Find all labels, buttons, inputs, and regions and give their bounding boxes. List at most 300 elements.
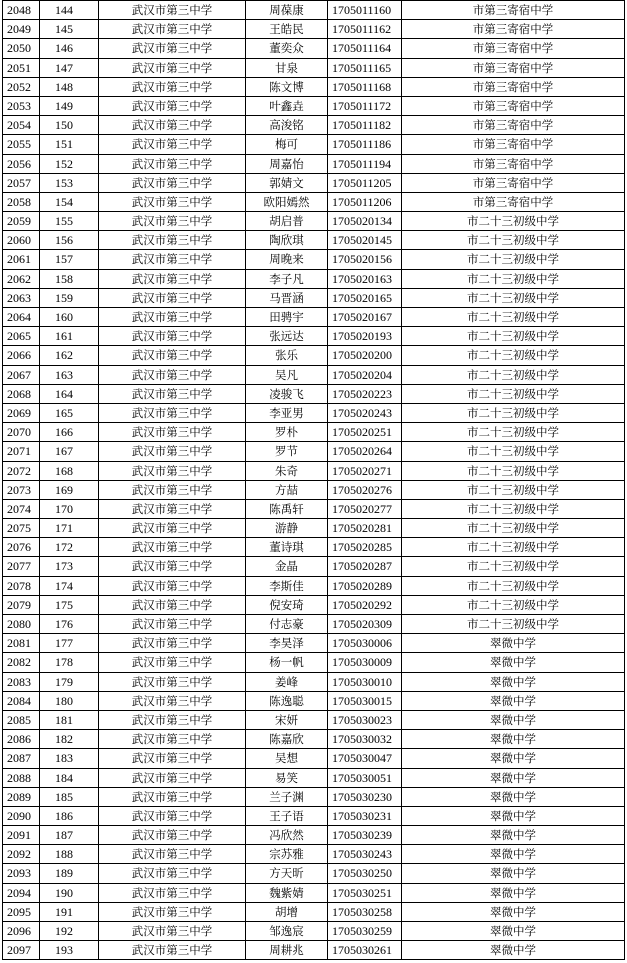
student-name-cell: 魏紫婧 [246,884,328,902]
serial-number-cell: 161 [40,327,99,345]
serial-number-cell: 145 [40,20,99,38]
student-name-cell: 易笑 [246,769,328,787]
student-name-cell: 朱奇 [246,462,328,480]
destination-school-cell: 翠微中学 [402,884,625,902]
destination-school-cell: 市第三寄宿中学 [402,97,625,115]
school-cell: 武汉市第三中学 [99,538,246,556]
student-id-cell: 1705020167 [328,308,402,326]
serial-number-cell: 168 [40,462,99,480]
table-row [3,250,625,269]
serial-number-cell: 163 [40,366,99,384]
student-id-cell: 1705030261 [328,941,402,959]
student-name-cell: 田骋宇 [246,308,328,326]
serial-number-cell: 152 [40,155,99,173]
school-cell: 武汉市第三中学 [99,711,246,729]
student-name-cell: 甘泉 [246,59,328,77]
row-index-cell: 2084 [3,692,40,710]
destination-school-cell: 翠微中学 [402,730,625,748]
destination-school-cell: 市第三寄宿中学 [402,20,625,38]
student-name-cell: 金晶 [246,557,328,575]
student-name-cell: 倪安琦 [246,596,328,614]
table-row [3,864,625,883]
destination-school-cell: 翠微中学 [402,864,625,882]
school-cell: 武汉市第三中学 [99,519,246,537]
serial-number-cell: 169 [40,481,99,499]
student-id-cell: 1705030051 [328,769,402,787]
row-index-cell: 2092 [3,845,40,863]
destination-school-cell: 市第三寄宿中学 [402,39,625,57]
school-cell: 武汉市第三中学 [99,941,246,959]
student-name-cell: 姜峰 [246,673,328,691]
table-row [3,634,625,653]
student-name-cell: 李子凡 [246,270,328,288]
school-cell: 武汉市第三中学 [99,749,246,767]
row-index-cell: 2052 [3,78,40,96]
student-id-cell: 1705030047 [328,749,402,767]
destination-school-cell: 翠微中学 [402,692,625,710]
destination-school-cell: 市二十三初级中学 [402,519,625,537]
student-name-cell: 方天昕 [246,864,328,882]
destination-school-cell: 市二十三初级中学 [402,346,625,364]
student-name-cell: 周晚来 [246,250,328,268]
school-cell: 武汉市第三中学 [99,864,246,882]
table-row [3,557,625,576]
student-id-cell: 1705030006 [328,634,402,652]
serial-number-cell: 149 [40,97,99,115]
school-cell: 武汉市第三中学 [99,884,246,902]
row-index-cell: 2077 [3,557,40,575]
destination-school-cell: 市二十三初级中学 [402,327,625,345]
row-index-cell: 2085 [3,711,40,729]
student-name-cell: 胡启普 [246,212,328,230]
serial-number-cell: 186 [40,807,99,825]
student-name-cell: 方喆 [246,481,328,499]
student-id-cell: 1705030009 [328,653,402,671]
table-row [3,826,625,845]
destination-school-cell: 市二十三初级中学 [402,423,625,441]
row-index-cell: 2074 [3,500,40,518]
student-id-cell: 1705011160 [328,1,402,19]
school-cell: 武汉市第三中学 [99,462,246,480]
school-cell: 武汉市第三中学 [99,366,246,384]
student-name-cell: 郭婧文 [246,174,328,192]
destination-school-cell: 翠微中学 [402,653,625,671]
row-index-cell: 2057 [3,174,40,192]
school-cell: 武汉市第三中学 [99,346,246,364]
row-index-cell: 2055 [3,135,40,153]
student-name-cell: 邹逸宸 [246,922,328,940]
table-row [3,462,625,481]
destination-school-cell: 翠微中学 [402,711,625,729]
student-id-cell: 1705011186 [328,135,402,153]
destination-school-cell: 市二十三初级中学 [402,270,625,288]
row-index-cell: 2082 [3,653,40,671]
table-row [3,366,625,385]
row-index-cell: 2086 [3,730,40,748]
student-name-cell: 董奕众 [246,39,328,57]
table-row [3,59,625,78]
row-index-cell: 2062 [3,270,40,288]
row-index-cell: 2053 [3,97,40,115]
table-row [3,193,625,212]
destination-school-cell: 市二十三初级中学 [402,231,625,249]
school-cell: 武汉市第三中学 [99,557,246,575]
serial-number-cell: 156 [40,231,99,249]
destination-school-cell: 市二十三初级中学 [402,500,625,518]
table-row [3,730,625,749]
student-id-cell: 1705011172 [328,97,402,115]
school-cell: 武汉市第三中学 [99,174,246,192]
student-id-cell: 1705020223 [328,385,402,403]
school-cell: 武汉市第三中学 [99,596,246,614]
destination-school-cell: 市二十三初级中学 [402,289,625,307]
student-id-cell: 1705030230 [328,788,402,806]
row-index-cell: 2097 [3,941,40,959]
row-index-cell: 2089 [3,788,40,806]
student-id-cell: 1705020204 [328,366,402,384]
destination-school-cell: 翠微中学 [402,749,625,767]
student-name-cell: 陈逸聪 [246,692,328,710]
serial-number-cell: 187 [40,826,99,844]
student-id-cell: 1705020276 [328,481,402,499]
table-row [3,231,625,250]
school-cell: 武汉市第三中学 [99,653,246,671]
student-name-cell: 罗朴 [246,423,328,441]
table-row [3,270,625,289]
serial-number-cell: 174 [40,577,99,595]
school-cell: 武汉市第三中学 [99,327,246,345]
serial-number-cell: 181 [40,711,99,729]
row-index-cell: 2096 [3,922,40,940]
student-name-cell: 王皓民 [246,20,328,38]
student-name-cell: 梅可 [246,135,328,153]
student-id-cell: 1705020287 [328,557,402,575]
serial-number-cell: 177 [40,634,99,652]
serial-number-cell: 188 [40,845,99,863]
student-id-cell: 1705011182 [328,116,402,134]
row-index-cell: 2051 [3,59,40,77]
school-cell: 武汉市第三中学 [99,788,246,806]
row-index-cell: 2071 [3,442,40,460]
serial-number-cell: 184 [40,769,99,787]
table-row [3,97,625,116]
serial-number-cell: 164 [40,385,99,403]
row-index-cell: 2063 [3,289,40,307]
student-name-cell: 宋妍 [246,711,328,729]
row-index-cell: 2095 [3,903,40,921]
table-row [3,442,625,461]
destination-school-cell: 市二十三初级中学 [402,596,625,614]
serial-number-cell: 176 [40,615,99,633]
student-name-cell: 周葆康 [246,1,328,19]
student-id-cell: 1705020264 [328,442,402,460]
serial-number-cell: 162 [40,346,99,364]
row-index-cell: 2058 [3,193,40,211]
destination-school-cell: 翠微中学 [402,826,625,844]
student-id-cell: 1705030259 [328,922,402,940]
student-id-cell: 1705020134 [328,212,402,230]
school-cell: 武汉市第三中学 [99,1,246,19]
destination-school-cell: 翠微中学 [402,903,625,921]
serial-number-cell: 171 [40,519,99,537]
student-name-cell: 付志豪 [246,615,328,633]
destination-school-cell: 市二十三初级中学 [402,250,625,268]
destination-school-cell: 市第三寄宿中学 [402,174,625,192]
row-index-cell: 2093 [3,864,40,882]
row-index-cell: 2050 [3,39,40,57]
destination-school-cell: 市第三寄宿中学 [402,1,625,19]
school-cell: 武汉市第三中学 [99,97,246,115]
student-name-cell: 陈禹轩 [246,500,328,518]
destination-school-cell: 翠微中学 [402,673,625,691]
row-index-cell: 2075 [3,519,40,537]
student-name-cell: 周嘉怡 [246,155,328,173]
destination-school-cell: 市第三寄宿中学 [402,135,625,153]
table-row [3,749,625,768]
row-index-cell: 2078 [3,577,40,595]
destination-school-cell: 市二十三初级中学 [402,404,625,422]
school-cell: 武汉市第三中学 [99,39,246,57]
student-id-cell: 1705030015 [328,692,402,710]
row-index-cell: 2094 [3,884,40,902]
row-index-cell: 2059 [3,212,40,230]
student-name-cell: 冯欣然 [246,826,328,844]
serial-number-cell: 172 [40,538,99,556]
student-id-cell: 1705011162 [328,20,402,38]
admission-table [2,0,625,960]
school-cell: 武汉市第三中学 [99,193,246,211]
school-cell: 武汉市第三中学 [99,135,246,153]
student-id-cell: 1705020163 [328,270,402,288]
row-index-cell: 2064 [3,308,40,326]
table-row [3,577,625,596]
serial-number-cell: 158 [40,270,99,288]
student-name-cell: 陈嘉欣 [246,730,328,748]
student-id-cell: 1705030032 [328,730,402,748]
row-index-cell: 2072 [3,462,40,480]
student-id-cell: 1705030250 [328,864,402,882]
serial-number-cell: 178 [40,653,99,671]
school-cell: 武汉市第三中学 [99,59,246,77]
student-id-cell: 1705020285 [328,538,402,556]
serial-number-cell: 191 [40,903,99,921]
table-row [3,769,625,788]
serial-number-cell: 159 [40,289,99,307]
serial-number-cell: 150 [40,116,99,134]
school-cell: 武汉市第三中学 [99,845,246,863]
table-row [3,20,625,39]
serial-number-cell: 190 [40,884,99,902]
table-row [3,673,625,692]
destination-school-cell: 市二十三初级中学 [402,366,625,384]
student-name-cell: 欧阳嫣然 [246,193,328,211]
destination-school-cell: 市二十三初级中学 [402,538,625,556]
row-index-cell: 2090 [3,807,40,825]
destination-school-cell: 市二十三初级中学 [402,481,625,499]
table-row [3,78,625,97]
table-row [3,423,625,442]
serial-number-cell: 151 [40,135,99,153]
student-name-cell: 董诗琪 [246,538,328,556]
student-id-cell: 1705020243 [328,404,402,422]
row-index-cell: 2091 [3,826,40,844]
table-row [3,289,625,308]
serial-number-cell: 160 [40,308,99,326]
serial-number-cell: 154 [40,193,99,211]
serial-number-cell: 175 [40,596,99,614]
student-id-cell: 1705020156 [328,250,402,268]
destination-school-cell: 翠微中学 [402,922,625,940]
school-cell: 武汉市第三中学 [99,673,246,691]
destination-school-cell: 市二十三初级中学 [402,212,625,230]
serial-number-cell: 182 [40,730,99,748]
school-cell: 武汉市第三中学 [99,212,246,230]
student-id-cell: 1705011164 [328,39,402,57]
student-id-cell: 1705020309 [328,615,402,633]
student-name-cell: 陶欣琪 [246,231,328,249]
school-cell: 武汉市第三中学 [99,270,246,288]
student-name-cell: 张远达 [246,327,328,345]
destination-school-cell: 市二十三初级中学 [402,442,625,460]
row-index-cell: 2070 [3,423,40,441]
school-cell: 武汉市第三中学 [99,500,246,518]
school-cell: 武汉市第三中学 [99,116,246,134]
table-row [3,807,625,826]
student-name-cell: 李亚男 [246,404,328,422]
table-row [3,212,625,231]
student-name-cell: 吴凡 [246,366,328,384]
school-cell: 武汉市第三中学 [99,922,246,940]
table-row [3,519,625,538]
table-row [3,845,625,864]
row-index-cell: 2065 [3,327,40,345]
table-row [3,692,625,711]
student-id-cell: 1705030231 [328,807,402,825]
table-row [3,116,625,135]
school-cell: 武汉市第三中学 [99,577,246,595]
serial-number-cell: 153 [40,174,99,192]
serial-number-cell: 166 [40,423,99,441]
table-row [3,308,625,327]
table-row [3,385,625,404]
serial-number-cell: 147 [40,59,99,77]
school-cell: 武汉市第三中学 [99,692,246,710]
school-cell: 武汉市第三中学 [99,423,246,441]
student-name-cell: 李斯佳 [246,577,328,595]
destination-school-cell: 市二十三初级中学 [402,308,625,326]
student-id-cell: 1705020251 [328,423,402,441]
table-row [3,404,625,423]
student-id-cell: 1705020145 [328,231,402,249]
school-cell: 武汉市第三中学 [99,155,246,173]
destination-school-cell: 翠微中学 [402,788,625,806]
student-name-cell: 游静 [246,519,328,537]
student-name-cell: 凌骏飞 [246,385,328,403]
school-cell: 武汉市第三中学 [99,807,246,825]
row-index-cell: 2069 [3,404,40,422]
student-id-cell: 1705020289 [328,577,402,595]
destination-school-cell: 翠微中学 [402,845,625,863]
table-row [3,903,625,922]
destination-school-cell: 市二十三初级中学 [402,615,625,633]
student-name-cell: 吴想 [246,749,328,767]
serial-number-cell: 180 [40,692,99,710]
school-cell: 武汉市第三中学 [99,20,246,38]
school-cell: 武汉市第三中学 [99,730,246,748]
table-row [3,327,625,346]
row-index-cell: 2056 [3,155,40,173]
table-row [3,884,625,903]
student-name-cell: 胡增 [246,903,328,921]
destination-school-cell: 翠微中学 [402,769,625,787]
serial-number-cell: 157 [40,250,99,268]
table-row [3,1,625,20]
student-name-cell: 叶鑫垚 [246,97,328,115]
school-cell: 武汉市第三中学 [99,289,246,307]
student-name-cell: 周耕兆 [246,941,328,959]
school-cell: 武汉市第三中学 [99,404,246,422]
student-id-cell: 1705020193 [328,327,402,345]
table-row [3,596,625,615]
destination-school-cell: 市二十三初级中学 [402,462,625,480]
table-row [3,788,625,807]
row-index-cell: 2080 [3,615,40,633]
row-index-cell: 2079 [3,596,40,614]
row-index-cell: 2068 [3,385,40,403]
student-name-cell: 陈文博 [246,78,328,96]
row-index-cell: 2048 [3,1,40,19]
row-index-cell: 2066 [3,346,40,364]
table-row [3,711,625,730]
destination-school-cell: 翠微中学 [402,807,625,825]
row-index-cell: 2076 [3,538,40,556]
destination-school-cell: 市二十三初级中学 [402,385,625,403]
school-cell: 武汉市第三中学 [99,481,246,499]
student-name-cell: 罗节 [246,442,328,460]
table-row [3,39,625,58]
row-index-cell: 2049 [3,20,40,38]
destination-school-cell: 市第三寄宿中学 [402,59,625,77]
table-row [3,135,625,154]
serial-number-cell: 183 [40,749,99,767]
student-id-cell: 1705011206 [328,193,402,211]
table-row [3,538,625,557]
serial-number-cell: 193 [40,941,99,959]
student-id-cell: 1705011205 [328,174,402,192]
student-name-cell: 王子语 [246,807,328,825]
row-index-cell: 2073 [3,481,40,499]
serial-number-cell: 185 [40,788,99,806]
table-row [3,500,625,519]
student-name-cell: 宗苏雅 [246,845,328,863]
table-row [3,922,625,941]
student-id-cell: 1705030010 [328,673,402,691]
student-name-cell: 兰子渊 [246,788,328,806]
student-name-cell: 张乐 [246,346,328,364]
school-cell: 武汉市第三中学 [99,826,246,844]
student-id-cell: 1705020277 [328,500,402,518]
student-id-cell: 1705020165 [328,289,402,307]
table-row [3,615,625,634]
student-id-cell: 1705011165 [328,59,402,77]
table-row [3,481,625,500]
serial-number-cell: 155 [40,212,99,230]
serial-number-cell: 146 [40,39,99,57]
student-name-cell: 杨一帆 [246,653,328,671]
row-index-cell: 2081 [3,634,40,652]
row-index-cell: 2088 [3,769,40,787]
serial-number-cell: 192 [40,922,99,940]
